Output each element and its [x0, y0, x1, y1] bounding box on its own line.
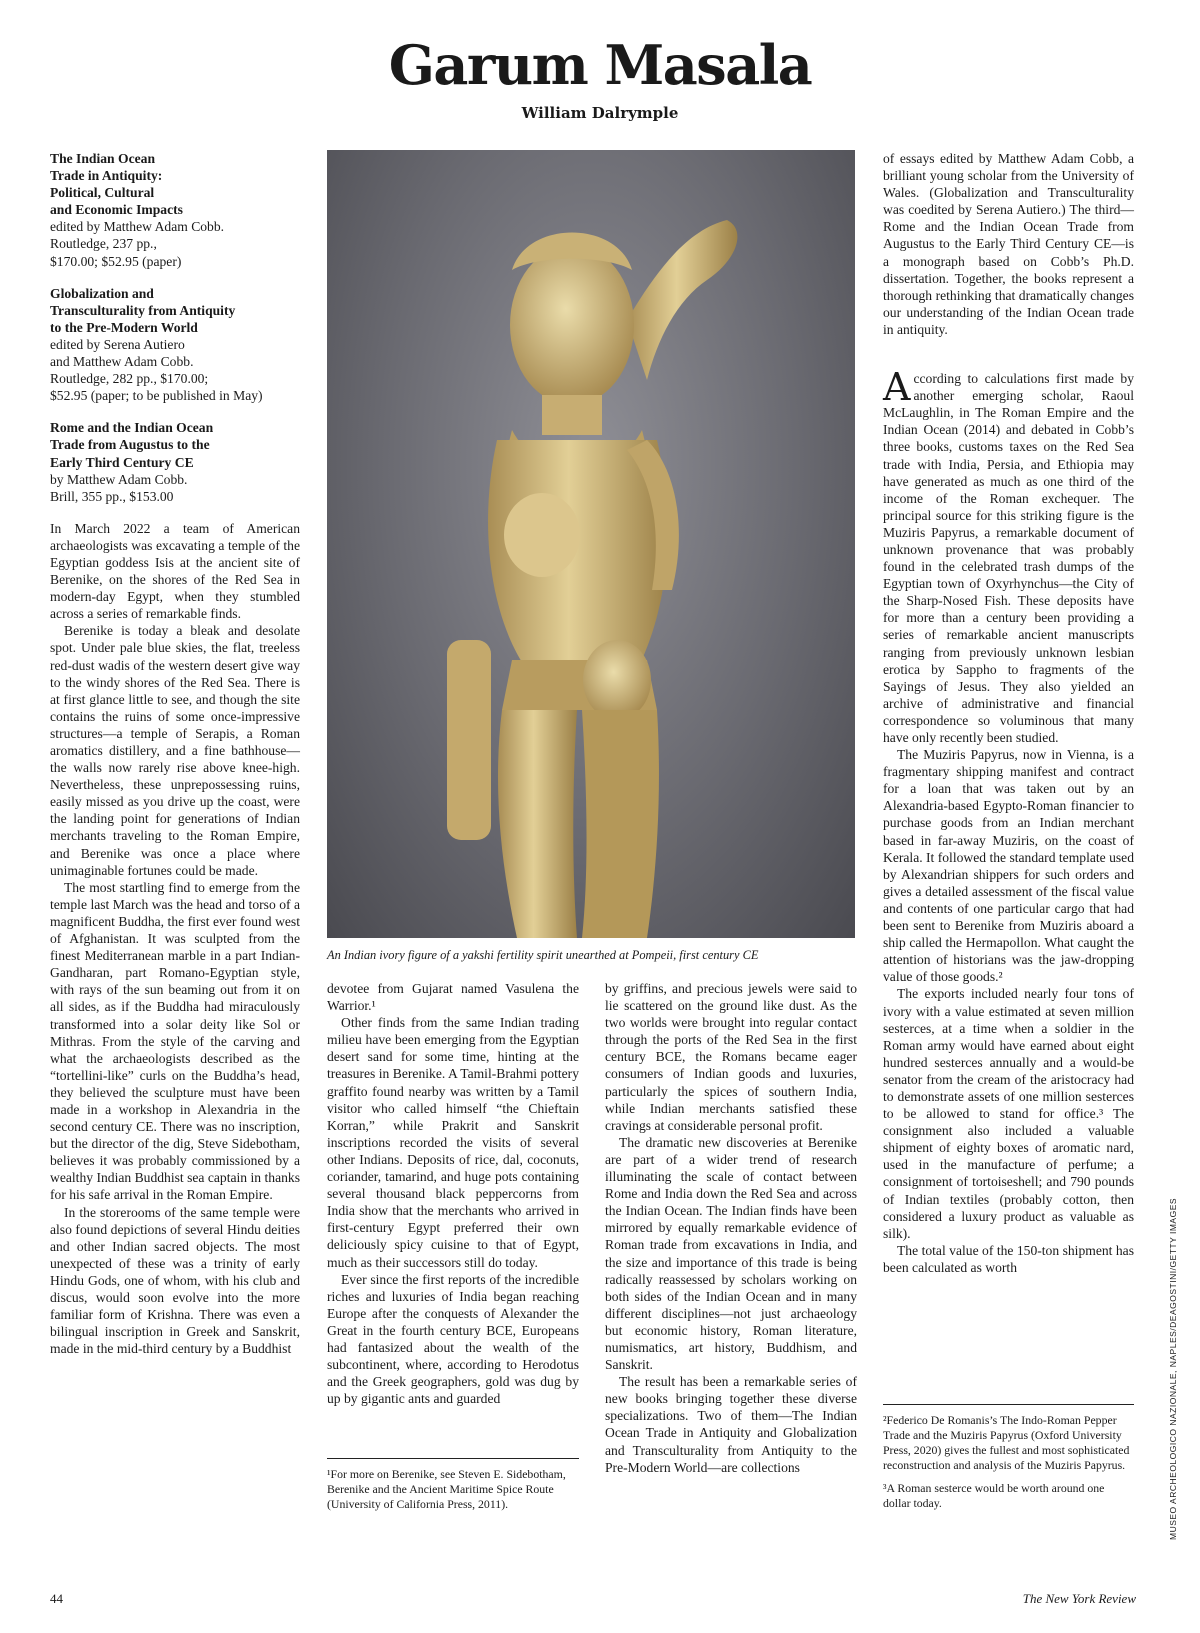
book-detail-line: Brill, 355 pp., $153.00 — [50, 488, 174, 504]
author-byline: William Dalrymple — [521, 104, 679, 122]
book-detail-line: $170.00; $52.95 (paper) — [50, 253, 182, 269]
paragraph: The most startling find to emerge from the temple last March was the head and torso of a magnificent Buddha, the first ever found west of Afghanistan. It was sculpted from the finest Mediterranean marble in a part Indian-Gandharan, part Romano-Egyptian style, with rays of the sun beaming out from it on all sides, as if the Buddha had miraculously transformed into a solar deity like Sol or Mithras. From the style of the carving and what the archaeologists described as the “tortellini-like” curls on the Buddha’s head, they believed the sculpture must have been made in a workshop in Alexandria in the second century CE. There was no inscription, but the director of the dig, Steve Sidebotham, believes it was probably commissioned by a wealthy Indian Buddhist sea captain in thanks for his safe arrival in the Roman Empire. — [50, 879, 300, 1203]
paragraph: Ever since the first reports of the incredible riches and luxuries of India began reaching Europe after the conquests of Alexander the Great in the fourth century BCE, Europeans had fantasized about the wealth of the subcontinent, where, according to Herodotus and the Greek geographers, gold was dug by up by gigantic ants and guarded — [327, 1271, 579, 1407]
footnote-3: ³A Roman sesterce would be worth around one dollar today. — [883, 1481, 1105, 1510]
paragraph: The dramatic new discoveries at Berenike are part of a wider trend of research illuminating the scale of contact between Rome and India down the Red Sea and across the Indian Ocean. The Indian finds have been mirrored by equally remarkable evidence of Roman trade from excavations in India, and the size and importance of this trade is being radically reassessed by scholars working on both sides of the Indian Ocean and in many different disciplines—not just archaeology but economic history, Roman literature, numismatics, art history, Buddhism, and Sanskrit. — [605, 1134, 857, 1373]
paragraph: The Muziris Papyrus, now in Vienna, is a fragmentary shipping manifest and contract for a loan that was taken out by an Alexandria-based Egypto-Roman financier to purchase goods from an Indian merchant based in far-away Muziris, on the coast of Kerala. It followed the standard template used by Alexandrian shippers for such orders and gives a detailed assessment of the fiscal value and contents of one particular cargo that had been sent to Berenike from Muziris aboard a ship called the Hermapollon. What caught the attention of historians was the jaw-dropping value of those goods.² — [883, 747, 1135, 985]
footnote-2: ²Federico De Romanis’s The Indo-Roman Pepper Trade and the Muziris Papyrus (Oxford University Press, 2020) gives the fullest and most sophisticated reconstruction and analysis of the Muziris Papyrus. — [883, 1413, 1130, 1472]
footnote-1-block — [327, 1458, 579, 1512]
book-detail-line: and Matthew Adam Cobb. — [50, 354, 194, 370]
paragraph: The total value of the 150-ton shipment has been calculated as worth — [883, 1242, 1134, 1275]
yakshi-figure-photo — [327, 150, 855, 938]
paragraph: In March 2022 a team of American archaeologists was excavating a temple of the Egyptian goddess Isis at the ancient site of Berenike, on the shores of the Red Sea in modern-day Egypt, when they stumbled across a series of remarkable finds. — [50, 520, 300, 622]
book-title-line: Transculturality from Antiquity — [50, 302, 236, 318]
column-1 — [50, 150, 300, 1357]
book-title-line: Globalization and — [50, 285, 154, 301]
book-title-line: Political, Cultural — [50, 185, 155, 201]
page-number: 44 — [50, 1591, 63, 1606]
book-title-line: Trade in Antiquity: — [50, 168, 163, 184]
paragraph: devotee from Gujarat named Vasulena the Warrior.¹ — [327, 981, 579, 1014]
book-detail-line: $52.95 (paper; to be published in May) — [50, 388, 263, 404]
book-detail-line: Routledge, 237 pp., — [50, 236, 157, 252]
book-detail-line: edited by Matthew Adam Cobb. — [50, 219, 225, 235]
book-title-line: Rome and the Indian Ocean — [50, 420, 214, 436]
footnote-1: ¹For more on Berenike, see Steven E. Sidebotham, Berenike and the Ancient Maritime Spice Route (University of California Press, 2011). — [327, 1467, 566, 1511]
book-title-line: Early Third Century CE — [50, 454, 194, 470]
paragraph: The result has been a remarkable series of new books bringing together these diverse specializations. Two of them—The Indian Ocean Trade in Antiquity and Globalization and Transculturality from Antiquity to the Pre-Modern World—are collections — [605, 1374, 857, 1475]
paragraph: Berenike is today a bleak and desolate spot. Under pale blue skies, the flat, treeless red-dust wadis of the western desert give way to the windy shores of the Red Sea. There is at first glance little to see, and though the site contains the ruins of some once-impressive structures—a temple of Serapis, a Roman aromatics distillery, and a fine bathhouse—the walls now rarely rise above knee-high. Nevertheless, these unprepossessing ruins, easily missed as you drive up the coast, were the landing point for generations of Indian merchants traveling to the Roman Empire, and Berenike was once a place where unimaginable fortunes could be made. — [50, 623, 300, 878]
book-entry — [50, 285, 300, 405]
book-detail-line: edited by Serena Autiero — [50, 336, 185, 352]
book-entry — [50, 419, 300, 504]
column-4 — [883, 150, 1134, 1276]
drop-cap: A — [883, 365, 911, 410]
paragraph: of essays edited by Matthew Adam Cobb, a brilliant young scholar from the University of Wales. (Globalization and Transculturality was coedited by Serena Autiero.) The third—Rome and the Indian Ocean Trade from Augustus to the Early Third Century CE—is a monograph based on Cobb’s Ph.D. dissertation. Together, the books represent a thorough rethinking that dramatically changes our understanding of the Indian Ocean trade in antiquity. — [883, 151, 1134, 337]
ivory-statue-illustration — [327, 150, 855, 938]
publication-name: The New York Review — [1022, 1591, 1136, 1606]
paragraph-text: ccording to calculations first made by another emerging scholar, Raoul McLaughlin, in The Roman Empire and the Indian Ocean (2014) and debated in Cobb’s three books, customs taxes on the Red Sea trade with India, Persia, and Ethiopia may have generated as much as one third of the income of the Roman exchequer. The principal source for this striking figure is the Muziris Papyrus, a remarkable document of unknown provenance that was probably found in the celebrated trash dumps of the Egyptian town of Oxyrhynchus—the City of the Sharp-Nosed Fish. These deposits have for more than a century been providing a series of remarkable ancient manuscripts ranging from previously unknown lesbian erotica by Sappho to fragments of the Sayings of Jesus. They also yielded an archive of administrative and financial correspondence so voluminous that many have only recently been studied. — [883, 371, 1134, 745]
paragraph: Other finds from the same Indian trading milieu have been emerging from the Egyptian desert sand for some time, hinting at the treasures in Berenike. A Tamil-Brahmi pottery graffito found nearby was written by a Tamil visitor who called himself “the Chieftain Korran,” while Prakrit and Sanskrit inscriptions recorded the visits of several other Indians. Deposits of rice, dal, coconuts, coriander, tamarind, and huge pots containing several thousand black peppercorns from India show that the merchants who arrived in first-century Egypt preferred their own deliciously spicy cuisine to that of Egypt, much as their successors still do today. — [327, 1015, 579, 1270]
column-3 — [605, 980, 857, 1476]
column-2 — [327, 980, 579, 1407]
book-title-line: and Economic Impacts — [50, 202, 183, 218]
paragraph: The exports included nearly four tons of ivory with a value estimated at seven million sesterces, at a time when a soldier in the Roman army would have earned about eight hundred sesterces annually and a would-be senator from the cream of the aristocracy had to demonstrate assets of one million sesterces to be allowed to stand for office.³ The consignment also included a valuable shipment of eighty boxes of aromatic nard, used in the manufacture of perfume; a consignment of tortoiseshell; and 790 pounds of Indian textiles (probably cotton, then considered a luxury product as valuable as silk). — [883, 986, 1134, 1241]
figure-caption: An Indian ivory figure of a yakshi fertility spirit unearthed at Pompeii, first century CE — [327, 948, 759, 962]
book-title-line: The Indian Ocean — [50, 151, 155, 166]
book-detail-line: by Matthew Adam Cobb. — [50, 471, 188, 487]
page-title: Garum Masala — [388, 33, 812, 97]
book-title-line: to the Pre-Modern World — [50, 319, 198, 335]
footnotes-block — [883, 1404, 1134, 1511]
paragraph: In the storerooms of the same temple were also found depictions of several Hindu deities and other Indian sacred objects. The most unexpected of these was a trinity of early Hindu Gods, one of whom, with his club and discus, would soon evolve into the more familiar form of Krishna. There was even a bilingual inscription in Greek and Sanskrit, made in the mid-third century by a Buddhist — [50, 1204, 300, 1357]
paragraph-dropcap — [883, 365, 1134, 746]
photo-credit: MUSEO ARCHEOLOGICO NAZIONALE, NAPLES/DEAGOSTINI/GETTY IMAGES — [1168, 1197, 1178, 1540]
paragraph: by griffins, and precious jewels were said to lie scattered on the ground like dust. As the two worlds were brought into regular contact through the ports of the Red Sea in the first century BCE, the Romans became eager consumers of Indian goods and luxuries, particularly the spices of southern India, while Indian merchants satisfied these cravings at considerable personal profit. — [605, 981, 857, 1133]
book-detail-line: Routledge, 282 pp., $170.00; — [50, 371, 209, 387]
book-entry — [50, 150, 300, 270]
book-title-line: Trade from Augustus to the — [50, 437, 210, 453]
